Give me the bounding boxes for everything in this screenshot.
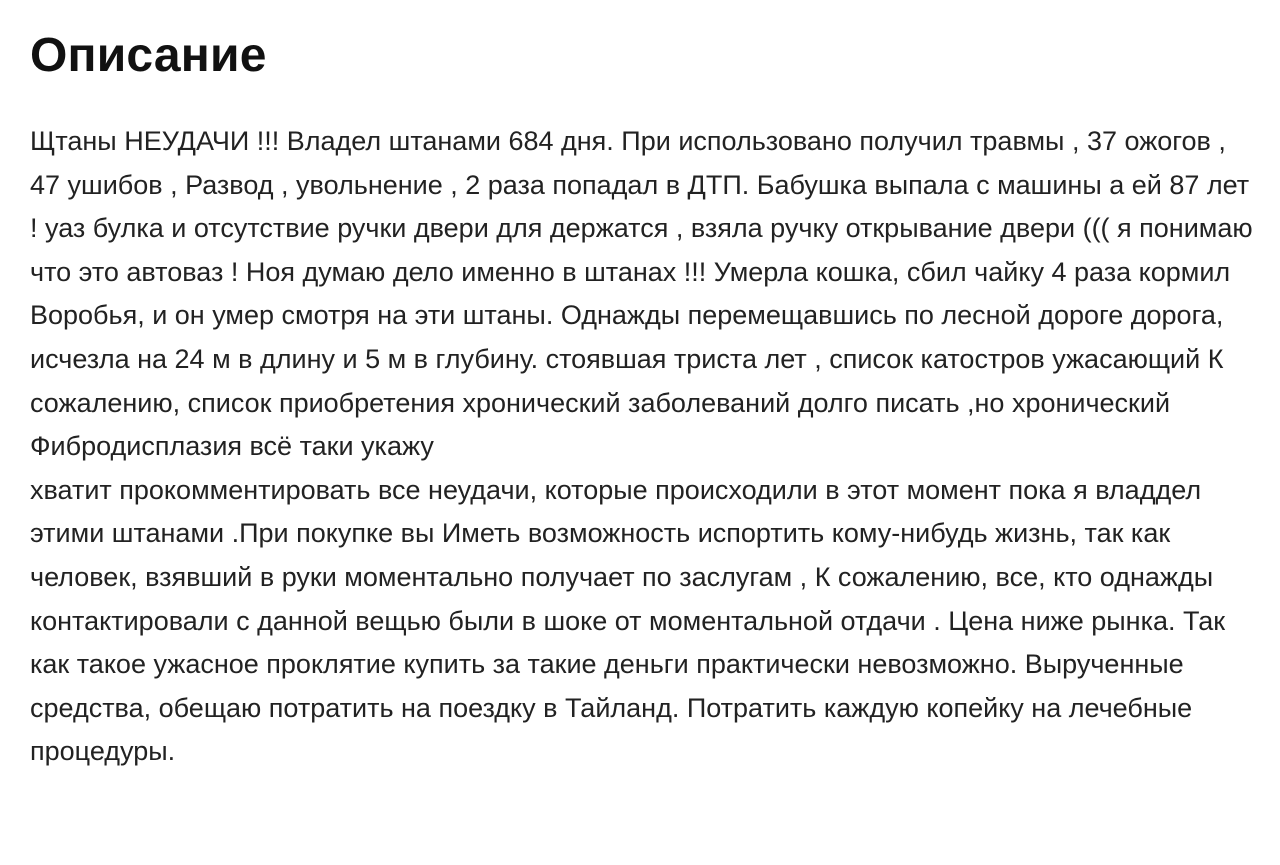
description-title: Описание — [30, 29, 267, 82]
description-paragraph-2: хватит прокомментировать все неудачи, которые происходили в этот момент пока я владдел этими штанами .При покупке вы Иметь возможность испортить кому-нибудь жизнь, так как человек, взявший в руки моментально получает по заслугам , К сожалению, все, кто однажды контактировали с данной вещью были в шоке от моментальной отдачи . Цена ниже рынка. Так как такое ужасное проклятие купить за такие деньги практически невозможно. Вырученные средства, обещаю потратить на поездку в Тайланд. Потратить каждую копейку на лечебные процедуры. — [30, 474, 1226, 767]
description-paragraph-1: Щтаны НЕУДАЧИ !!! Владел штанами 684 дня. При использовано получил травмы , 37 ожогов , 47 ушибов , Развод , увольнение , 2 раза попадал в ДТП. Бабушка выпала с машины а ей 87 лет ! уаз булка и отсутствие ручки двери для держатся , взяла ручку открывание двери ((( я понимаю что это автоваз ! Ноя думаю дело именно в штанах !!! Умерла кошка, сбил чайку 4 раза кормил Воробья, и он умер смотря на эти штаны. Однажды перемещавшись по лесной дороге дорога, исчезла на 24 м в длину и 5 м в глубину. стоявшая триста лет , список катостров ужасающий К сожалению, список приобретения хронический заболеваний долго писать ,но хронический Фибродисплазия всё таки укажу — [30, 126, 1253, 462]
description-body — [30, 120, 1255, 774]
description-section — [30, 28, 1255, 774]
